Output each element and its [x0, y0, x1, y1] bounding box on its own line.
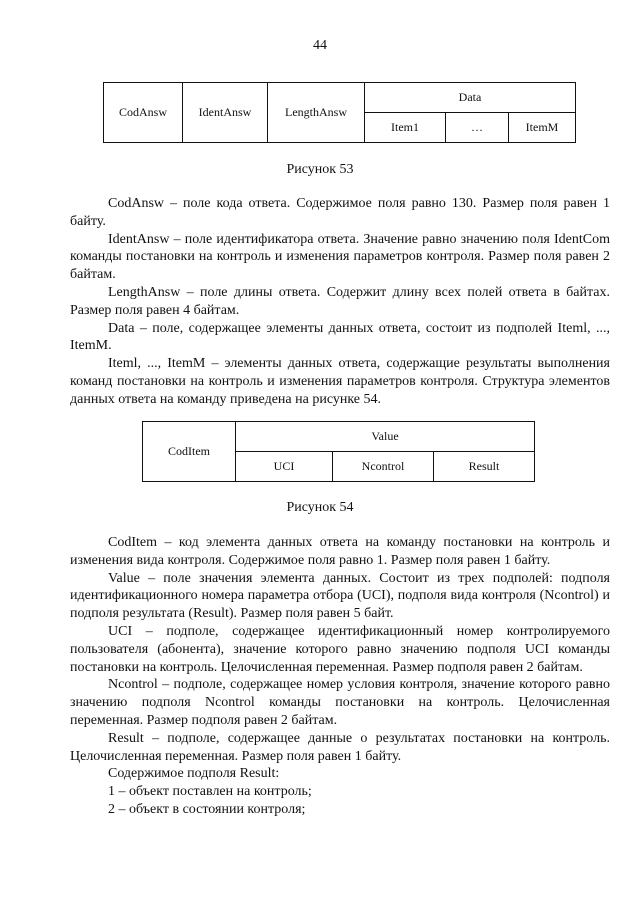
field-data: Data — [365, 83, 576, 113]
paragraph-data: Data – поле, содержащее элементы данных ответа, состоит из подполей Iteml, ..., ItemM. — [70, 320, 610, 354]
paragraph-result: Result – подполе, содержащее данные о результатах постановки на контроль. Целочисленная переменная. Размер поля равен 1 байту. — [70, 730, 610, 764]
figure-54-caption: Рисунок 54 — [286, 500, 354, 515]
subfield-result: Result — [434, 452, 535, 482]
paragraph-ncontrol: Ncontrol – подполе, содержащее номер условия контроля, значение которого равно значению подполя Ncontrol команды постановки на контроль. Целочисленная переменная. Размер подполя равен 2 байтам. — [70, 677, 610, 728]
field-coditem: CodItem — [143, 422, 236, 482]
subfield-itemm: ItemM — [509, 113, 576, 143]
figure-54-table — [142, 421, 535, 482]
subfield-ncontrol: Ncontrol — [333, 452, 434, 482]
section-1-text — [70, 195, 610, 409]
field-lengthansw: LengthAnsw — [268, 83, 365, 143]
page-number: 44 — [313, 38, 327, 53]
subfield-uci: UCI — [236, 452, 333, 482]
paragraph-codansw: CodAnsw – поле кода ответа. Содержимое поля равно 130. Размер поля равен 1 байту. — [70, 196, 610, 229]
figure-53-table — [103, 82, 576, 143]
field-codansw: CodAnsw — [104, 83, 183, 143]
paragraph-uci: UCI – подполе, содержащее идентификационный номер контролируемого пользователя (абонента), значение которого равно значению подполя UCI команды постановки на контроль. Целочисленная переменная. Размер подполя равен 2 байтам. — [70, 623, 610, 675]
field-value: Value — [236, 422, 535, 452]
list-item-1: 1 – объект поставлен на контроль; — [108, 784, 312, 800]
figure-53-caption: Рисунок 53 — [286, 162, 354, 177]
section-2-text — [70, 534, 610, 819]
subfield-ellipsis: … — [446, 113, 509, 143]
paragraph-items: Iteml, ..., ItemM – элементы данных ответа, содержащие результаты выполнения команд постановки на контроль и изменения параметров контроля. Структура элементов данных ответа на команду приведена на рисунке 54. — [70, 356, 610, 407]
paragraph-lengthansw: LengthAnsw – поле длины ответа. Содержит длину всех полей ответа в байтах. Размер поля равен 4 байтам. — [70, 284, 610, 318]
list-item-2: 2 – объект в состоянии контроля; — [108, 801, 306, 817]
paragraph-result-contents: Содержимое подполя Result: — [108, 766, 280, 782]
paragraph-coditem: CodItem – код элемента данных ответа на команду постановки на контроль и изменения вида контроля. Содержимое поля равно 1. Размер поля равен 1 байту. — [70, 535, 610, 568]
paragraph-value: Value – поле значения элемента данных. Состоит из трех подполей: подполя идентификационного номера параметра отбора (UCI), подполя вида контроля (Ncontrol) и подполя результата (Result). Размер поля равен 5 байт. — [70, 570, 610, 622]
subfield-item1: Item1 — [365, 113, 446, 143]
paragraph-identansw: IdentAnsw – поле идентификатора ответа. Значение равно значению поля IdentCom команды постановки на контроль и изменения параметров контроля. Размер поля равен 2 байтам. — [70, 231, 610, 283]
field-identansw: IdentAnsw — [183, 83, 268, 143]
